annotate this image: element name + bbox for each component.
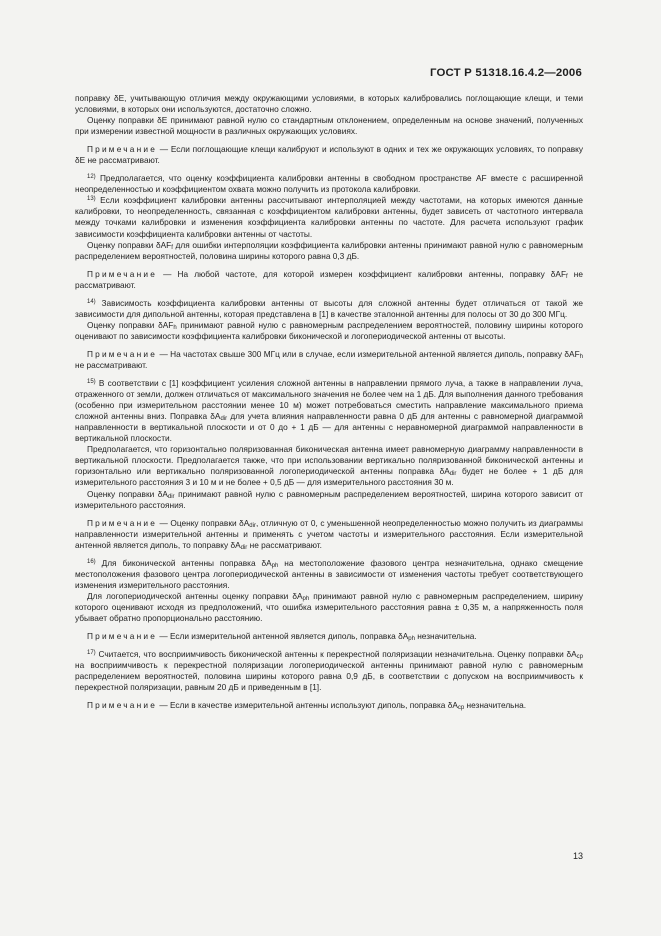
note-clamp: Примечание — Если поглощающие клещи калибруют и используют в одних и тех же окружающих условиях, то поправку δE не рассматривают. xyxy=(75,144,583,166)
note-label: Примечание xyxy=(87,700,158,711)
note-phase-center: Примечание — Если измерительной антенной является диполь, поправка $\delta A_{ph}$ незначительна. xyxy=(87,631,477,643)
standard-number-header: ГОСТ Р 51318.16.4.2—2006 xyxy=(429,67,582,79)
footnote-16: $^{16)}$ Для биконической антенны поправка $\delta A_{ph}$ на местоположение фазового центра незначительна, однако смещение местоположения фазового центра логопериодической антенны в зависимости от изменения частоты требует соответствующего изменения измерительного расстояния. xyxy=(75,557,583,590)
footnote-14: $^{14)}$ Зависимость коэффициента калибровки антенны от высоты для сложной антенны будет отличаться от такой же зависимости для дипольной антенны, которая представлена в [1] в качестве эталонной антенны для полосы от 30 до 300 МГц. xyxy=(75,297,583,319)
note-cross-polarization: Примечание — Если в качестве измерительной антенны используют диполь, поправка $\delta A_{cp}$ незначительна. xyxy=(87,700,527,712)
paragraph-directivity: Предполагается, что горизонтально поляризованная биконическая антенна имеет равномерную диаграмму направленности в вертикальной плоскости. Предполагается также, что при использовании вертикально поляризованной биконической антенны и горизонтально или вертикально поляризованной логопериодической антенны поправка $\delta A_{dir}$ будет не более + 1 дБ для измерительного расстояния 3 и 10 м и не более + 0,5 дБ — для измерительного расстояния 30 м. xyxy=(75,444,583,488)
footnote-marker: 17) xyxy=(87,650,96,657)
paragraph-height: Оценку поправки δAF$_h$ принимают равной нулю с равномерным распределением вероятностей, половину ширины которого оценивают по зависимости коэффициента калибровки биконической и логопериодической антенны от высоты. xyxy=(75,319,583,341)
note-interpolation: Примечание — На любой частоте, для которой измерен коэффициент калибровки антенны, поправку δAF$_f$ не рассматривают. xyxy=(75,268,583,290)
footnote-17: $^{17)}$ Считается, что восприимчивость биконической антенны к перекрестной поляризации незначительна. Оценку поправки $\delta A_{cp}$ на восприимчивость к перекрестной поляризации логопериодической антенны принимают равной нулю с равномерным распределением вероятностей, половина ширины которого равна 0,9 дБ, в соответствии с допуском на восприимчивость к перекрестной поляризации, равным 20 дБ и приведенным в [1]. xyxy=(75,649,583,693)
paragraph-phase-center: Для логопериодической антенны оценку поправки $\delta A_{ph}$ принимают равной нулю с равномерным распределением, ширину которого оценивают исходя из предположений, что ошибка измерительного расстояния равна ± 0,35 м, а напряженность поля убывает обратно пропорционально расстоянию. xyxy=(75,590,583,623)
note-height: Примечание — На частотах свыше 300 МГц или в случае, если измерительной антенной является диполь, поправку δAF$_h$ не рассматривают. xyxy=(75,348,583,370)
footnote-marker: 15) xyxy=(87,379,96,386)
paragraph-interpolation: Оценку поправки δAF$_f$ для ошибки интерполяции коэффициента калибровки антенны принимают равной нулю с равномерным распределением вероятностей, половина ширины которого равна 0,3 дБ. xyxy=(75,239,583,261)
footnote-15: $^{15)}$ В соответствии с [1] коэффициент усиления сложной антенны в направлении прямого луча, а также в направлении луча, отраженного от земли, должен отличаться от максимального значения не более чем на 1 дБ. Для выполнения данного требования (особенно при измерительном расстоянии менее 10 м) может потребоваться сместить направление максимального приема сложной антенны вниз. Поправка $\delta A_{dir}$ для учета влияния направленности равна 0 дБ для антенны с равномерной диаграммой направленности в вертикальной плоскости и от 0 до + 1 дБ — для антенны с неравномерной диаграммой направленности в вертикальной плоскости. xyxy=(75,378,583,444)
note-directivity: Примечание — Оценку поправки $\delta A_{dir}$, отличную от 0, с уменьшенной неопределенностью можно получить из диаграммы направленности измерительной антенны и применять с учетом частоты и измерительного расстояния. Если измерительной антенной является диполь, то поправку $\delta A_{dir}$ не рассматривают. xyxy=(75,517,583,551)
note-label: Примечание xyxy=(87,348,158,359)
paragraph-clamp-correction: Оценку поправки δE принимают равной нулю со стандартным отклонением, определенным на основе значений, полученных при измерении известной мощности в различных окружающих условиях. xyxy=(75,115,583,137)
note-label: Примечание xyxy=(87,517,158,528)
note-label: Примечание xyxy=(87,631,158,642)
footnote-marker: 13) xyxy=(87,196,96,203)
footnote-12: $^{12)}$ Предполагается, что оценку коэффициента калибровки антенны в свободном пространстве AF вместе с расширенной неопределенностью и коэффициентом охвата можно получить из протокола калибровки. xyxy=(75,173,583,195)
footnote-marker: 12) xyxy=(87,174,96,181)
footnote-13: $^{13)}$ Если коэффициент калибровки антенны рассчитывают интерполяцией между частотами, на которых имеются данные калибровки, то неопределенность, связанная с коэффициентом калибровки антенны, будет зависеть от частотного интервала между точками калибровки и изменения коэффициента калибровки антенны по частоте. Для расчета используют график зависимости коэффициента калибровки антенны от частоты. xyxy=(75,195,583,239)
footnote-marker: 14) xyxy=(87,298,96,305)
paragraph-clamp-conditions: поправку δE, учитывающую отличия между окружающими условиями, в которых калибровались поглощающие клещи, и теми условиями, в которых они используются, достаточно сложно. xyxy=(75,93,583,115)
page-number: 13 xyxy=(572,851,583,861)
page-body xyxy=(75,93,583,711)
paragraph-directivity-estimate: Оценку поправки $\delta A_{dir}$ принимают равной нулю с равномерным распределением вероятностей, ширина которого зависит от измерительного расстояния. xyxy=(75,488,583,510)
note-label: Примечание xyxy=(87,268,158,279)
footnote-marker: 16) xyxy=(87,558,96,565)
note-label: Примечание xyxy=(87,144,158,155)
